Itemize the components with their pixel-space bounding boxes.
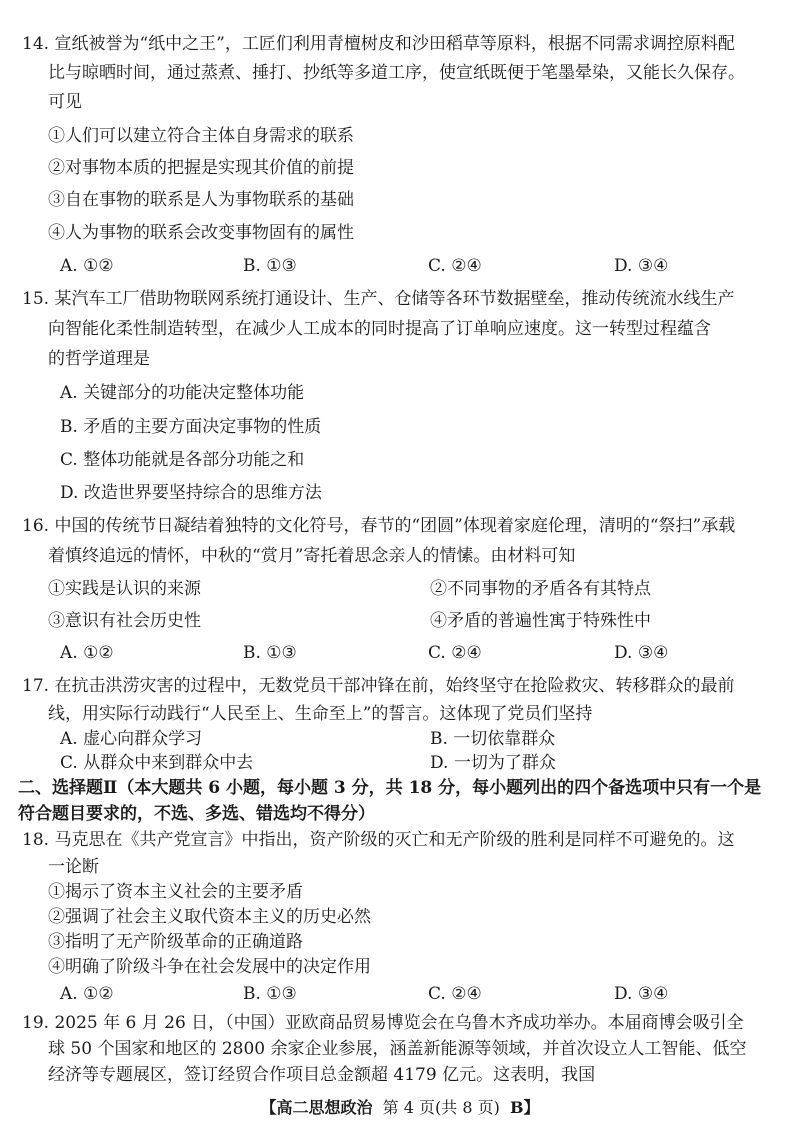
q18-option-d: D. ③④: [614, 984, 669, 1004]
section-2-heading-line-1: 二、选择题Ⅱ（本大题共 6 小题，每小题 3 分，共 18 分，每小题列出的四个备选项中只有一个是: [18, 778, 762, 798]
q14-stem-line-2: 比与晾晒时间，通过蒸煮、捶打、抄纸等多道工序，使宣纸既便于笔墨晕染，又能长久保存。: [48, 63, 745, 83]
q15-stem-line-3: 的哲学道理是: [48, 349, 150, 369]
q14-choice-4: ④人为事物的联系会改变事物固有的属性: [48, 223, 354, 243]
q18-option-c: C. ②④: [428, 984, 482, 1004]
q16-choice-4: ④矛盾的普遍性寓于特殊性中: [430, 611, 651, 631]
q16-option-c: C. ②④: [428, 643, 482, 663]
footer-open-bracket: 【: [260, 1098, 277, 1117]
q14-option-a: A. ①②: [60, 256, 114, 276]
q16-stem-line-1: 16. 中国的传统节日凝结着独特的文化符号，春节的“团圆”体现着家庭伦理，清明的“祭扫”承载: [22, 516, 736, 536]
q14-stem-line-1: 14. 宣纸被誉为“纸中之王”，工匠们利用青檀树皮和沙田稻草等原料，根据不同需求调控原料配: [22, 34, 735, 54]
q14-choice-3: ③自在事物的联系是人为事物联系的基础: [48, 190, 354, 210]
q19-stem-line-1: 19. 2025 年 6 月 26 日，（中国）亚欧商品贸易博览会在乌鲁木齐成功举办。本届商博会吸引全: [22, 1013, 744, 1033]
q16-choice-1: ①实践是认识的来源: [48, 579, 201, 599]
q15-option-a: A. 关键部分的功能决定整体功能: [60, 383, 305, 403]
footer-variant: B: [510, 1098, 524, 1117]
q17-option-a: A. 虚心向群众学习: [60, 729, 203, 749]
section-2-heading-line-2: 符合题目要求的，不选、多选、错选均不得分）: [18, 804, 375, 824]
q14-option-c: C. ②④: [428, 256, 482, 276]
q17-option-d: D. 一切为了群众: [430, 753, 556, 773]
q17-stem-line-2: 线，用实际行动践行“人民至上、生命至上”的誓言。这体现了党员们坚持: [48, 704, 593, 724]
q16-choice-3: ③意识有社会历史性: [48, 611, 201, 631]
q15-stem-line-2: 向智能化柔性制造转型，在减少人工成本的同时提高了订单响应速度。这一转型过程蕴含: [48, 319, 711, 339]
q16-stem-line-2: 着慎终追远的情怀，中秋的“赏月”寄托着思念亲人的情愫。由材料可知: [48, 546, 576, 566]
q14-option-b: B. ①③: [243, 256, 297, 276]
q16-option-a: A. ①②: [60, 643, 114, 663]
q18-option-b: B. ①③: [243, 984, 297, 1004]
page-footer: [0, 1097, 800, 1119]
q15-option-c: C. 整体功能就是各部分功能之和: [60, 450, 305, 470]
q19-stem-line-3: 经济等专题展区，签订经贸合作项目总金额超 4179 亿元。这表明，我国: [48, 1065, 596, 1085]
q19-stem-line-2: 球 50 个国家和地区的 2800 余家企业参展，涵盖新能源等领域，并首次设立人工智能、低空: [48, 1039, 747, 1059]
q16-choice-2: ②不同事物的矛盾各有其特点: [430, 579, 651, 599]
q18-choice-2: ②强调了社会主义取代资本主义的历史必然: [48, 907, 371, 927]
q18-choice-1: ①揭示了资本主义社会的主要矛盾: [48, 882, 303, 902]
q18-stem-line-1: 18. 马克思在《共产党宣言》中指出，资产阶级的灭亡和无产阶级的胜利是同样不可避免的。这: [22, 830, 735, 850]
q16-option-b: B. ①③: [243, 643, 297, 663]
q17-option-b: B. 一切依靠群众: [430, 729, 556, 749]
q18-stem-line-2: 一论断: [48, 857, 99, 877]
q14-stem-line-3: 可见: [48, 92, 82, 112]
footer-subject: 高二思想政治: [276, 1098, 373, 1117]
q14-choice-2: ②对事物本质的把握是实现其价值的前提: [48, 158, 354, 178]
q14-choice-1: ①人们可以建立符合主体自身需求的联系: [48, 126, 354, 146]
q14-option-d: D. ③④: [614, 256, 669, 276]
q18-choice-4: ④明确了阶级斗争在社会发展中的决定作用: [48, 957, 371, 977]
q17-option-c: C. 从群众中来到群众中去: [60, 753, 254, 773]
q16-option-d: D. ③④: [614, 643, 669, 663]
q15-option-d: D. 改造世界要坚持综合的思维方法: [60, 483, 322, 503]
footer-close-bracket: 】: [523, 1098, 540, 1117]
footer-page-number: 第 4 页(共 8 页): [382, 1098, 500, 1117]
q15-stem-line-1: 15. 某汽车工厂借助物联网系统打通设计、生产、仓储等各环节数据壁垒，推动传统流水线生产: [22, 289, 735, 309]
q18-choice-3: ③指明了无产阶级革命的正确道路: [48, 932, 303, 952]
q15-option-b: B. 矛盾的主要方面决定事物的性质: [60, 417, 322, 437]
q17-stem-line-1: 17. 在抗击洪涝灾害的过程中，无数党员干部冲锋在前，始终坚守在抢险救灾、转移群众的最前: [22, 676, 735, 696]
q18-option-a: A. ①②: [60, 984, 114, 1004]
